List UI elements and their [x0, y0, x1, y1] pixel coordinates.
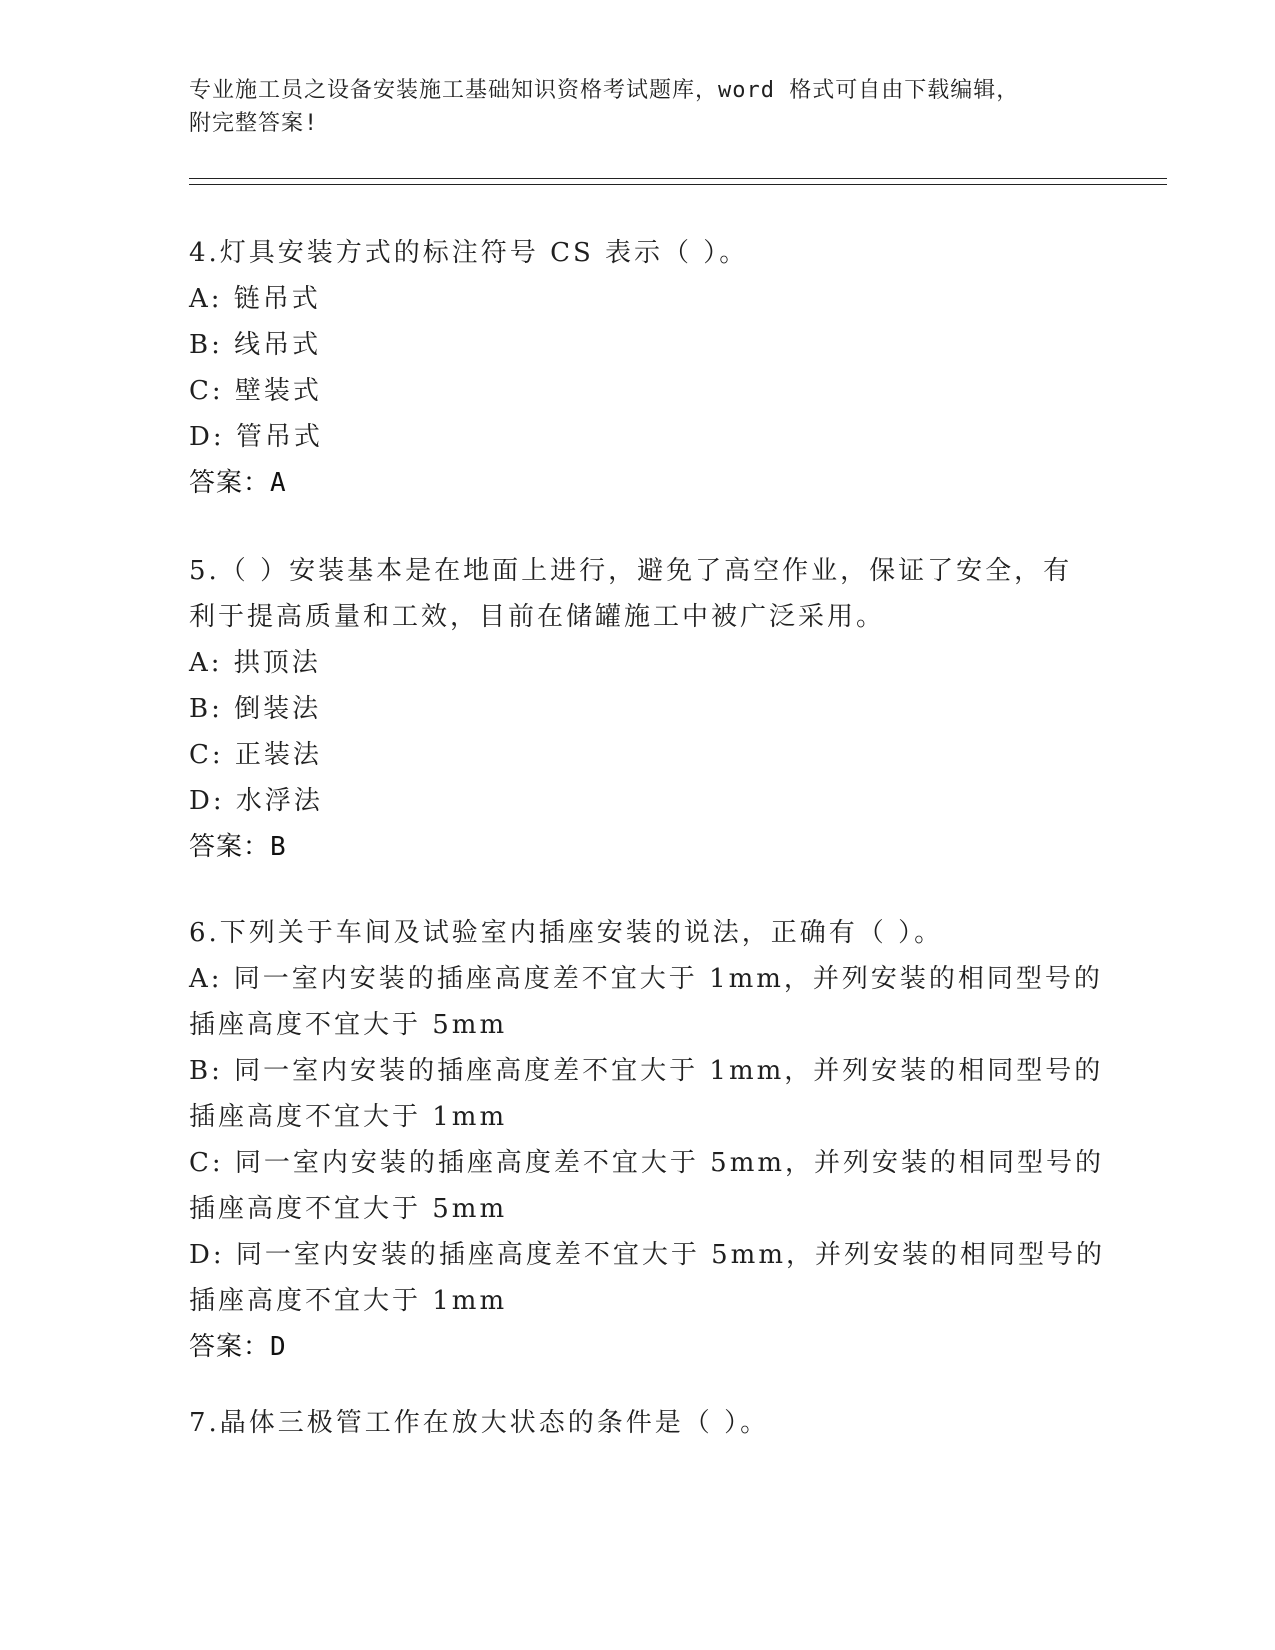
question-stem: 4.灯具安装方式的标注符号 CS 表示（ ）。 — [189, 238, 749, 268]
option-c: C: 壁装式 — [189, 376, 322, 406]
answer: 答案：D — [189, 1332, 287, 1362]
question-stem-line-1: 5.（ ）安装基本是在地面上进行，避免了高空作业，保证了安全，有 — [189, 556, 1073, 586]
option-c-line-1: C: 同一室内安装的插座高度差不宜大于 5mm，并列安装的相同型号的 — [189, 1148, 1105, 1178]
question-6 — [189, 910, 1105, 1370]
option-d-line-2: 插座高度不宜大于 1mm — [189, 1286, 508, 1316]
question-stem-line-2: 利于提高质量和工效，目前在储罐施工中被广泛采用。 — [189, 602, 886, 632]
question-5 — [189, 548, 1089, 870]
option-d: D: 管吊式 — [189, 422, 323, 452]
page-header — [189, 74, 1089, 140]
option-a-line-2: 插座高度不宜大于 5mm — [189, 1010, 508, 1040]
question-4 — [189, 230, 1089, 506]
option-d: D: 水浮法 — [189, 786, 323, 816]
option-d-line-1: D: 同一室内安装的插座高度差不宜大于 5mm，并列安装的相同型号的 — [189, 1240, 1105, 1270]
header-divider-bottom — [189, 184, 1167, 185]
option-c-line-2: 插座高度不宜大于 5mm — [189, 1194, 508, 1224]
option-b-line-1: B: 同一室内安装的插座高度差不宜大于 1mm，并列安装的相同型号的 — [189, 1056, 1104, 1086]
question-7 — [189, 1400, 1089, 1446]
option-c: C: 正装法 — [189, 740, 322, 770]
option-a: A: 拱顶法 — [189, 648, 321, 678]
question-stem: 7.晶体三极管工作在放大状态的条件是（ ）。 — [189, 1408, 770, 1438]
option-b: B: 线吊式 — [189, 330, 322, 360]
question-stem: 6.下列关于车间及试验室内插座安装的说法，正确有（ ）。 — [189, 918, 944, 948]
answer: 答案：A — [189, 468, 287, 498]
header-line-1: 专业施工员之设备安装施工基础知识资格考试题库，word 格式可自由下载编辑， — [189, 78, 1020, 103]
option-a: A: 链吊式 — [189, 284, 321, 314]
header-divider-top — [189, 178, 1167, 179]
answer: 答案：B — [189, 832, 287, 862]
option-b-line-2: 插座高度不宜大于 1mm — [189, 1102, 508, 1132]
option-a-line-1: A: 同一室内安装的插座高度差不宜大于 1mm，并列安装的相同型号的 — [189, 964, 1103, 994]
option-b: B: 倒装法 — [189, 694, 322, 724]
header-line-2: 附完整答案! — [189, 111, 319, 136]
